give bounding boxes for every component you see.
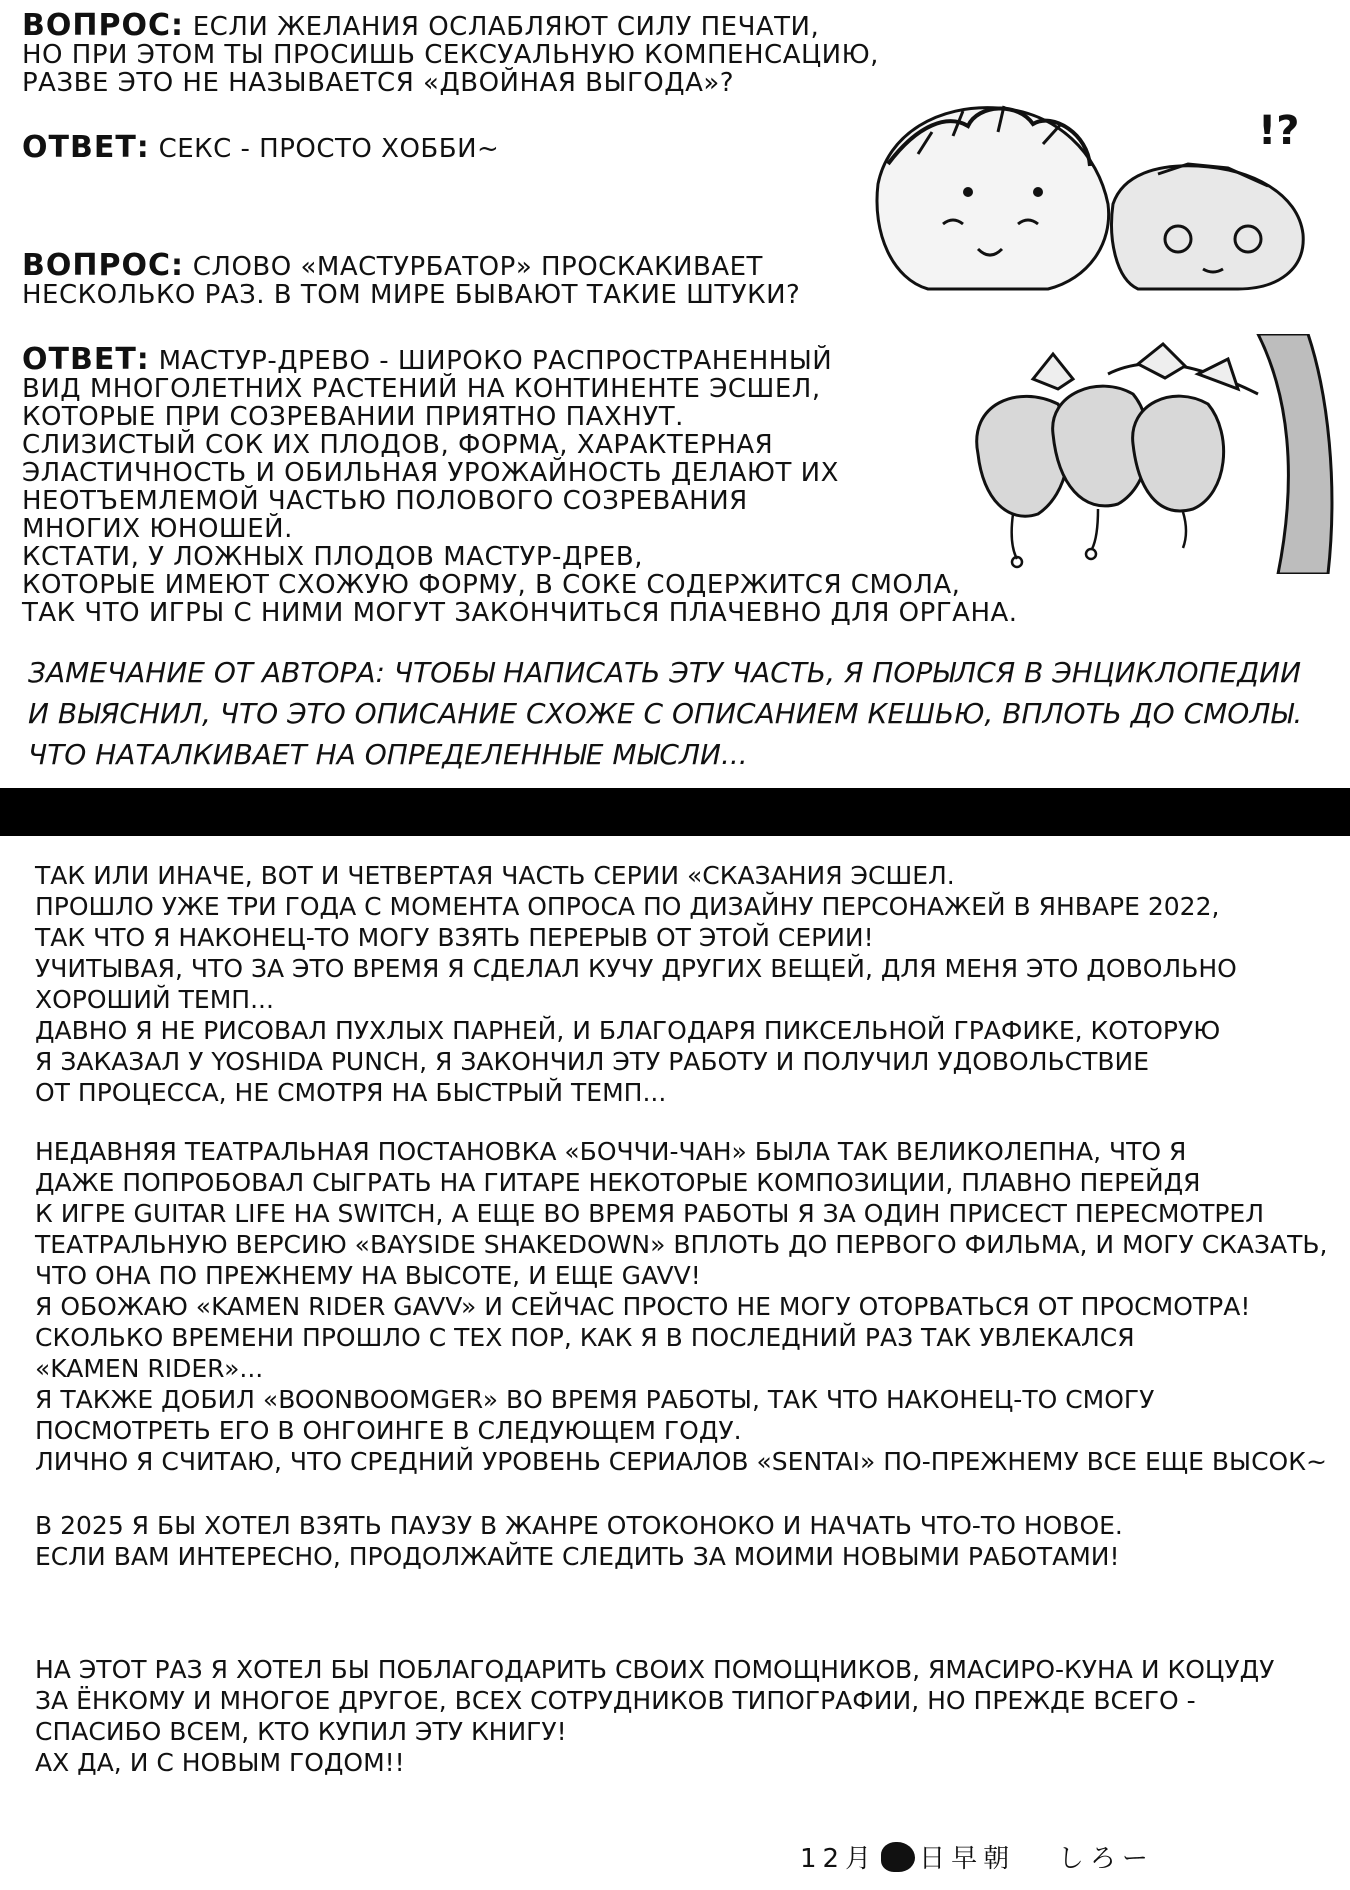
qa1-question — [22, 8, 882, 98]
signature-date-suffix: 日早朝 — [919, 1844, 1016, 1874]
signature — [800, 1838, 1260, 1875]
note-line: И ВЫЯСНИЛ, ЧТО ЭТО ОПИСАНИЕ СХОЖЕ С ОПИСАНИЕМ КЕШЬЮ, ВПЛОТЬ ДО СМОЛЫ. — [28, 697, 1303, 730]
answer-line: НЕОТЪЕМЛЕМОЙ ЧАСТЬЮ ПОЛОВОГО СОЗРЕВАНИЯ — [22, 486, 748, 516]
answer-line: МНОГИХ ЮНОШЕЙ. — [22, 514, 293, 544]
afterword-line: ДАЖЕ ПОПРОБОВАЛ СЫГРАТЬ НА ГИТАРЕ НЕКОТОРЫЕ КОМПОЗИЦИИ, ПЛАВНО ПЕРЕЙДЯ — [35, 1168, 1201, 1197]
ink-blot — [881, 1842, 915, 1872]
question-line: НО ПРИ ЭТОМ ТЫ ПРОСИШЬ СЕКСУАЛЬНУЮ КОМПЕНСАЦИЮ, — [22, 40, 879, 70]
signature-date-prefix: 12月 — [800, 1844, 878, 1874]
note-line: ЗАМЕЧАНИЕ ОТ АВТОРА: ЧТОБЫ НАПИСАТЬ ЭТУ ЧАСТЬ, Я ПОРЫЛСЯ В ЭНЦИКЛОПЕДИИ — [28, 656, 1302, 689]
colon: : — [170, 8, 184, 43]
question-tag: ВОПРОС — [22, 248, 171, 283]
exclaim-text: !? — [1258, 108, 1300, 154]
afterword-line: ЛИЧНО Я СЧИТАЮ, ЧТО СРЕДНИЙ УРОВЕНЬ СЕРИАЛОВ «SENTAI» ПО-ПРЕЖНЕМУ ВСЕ ЕЩЕ ВЫСОК~ — [35, 1447, 1327, 1476]
question-line: ЕСЛИ ЖЕЛАНИЯ ОСЛАБЛЯЮТ СИЛУ ПЕЧАТИ, — [192, 12, 820, 42]
question-line: РАЗВЕ ЭТО НЕ НАЗЫВАЕТСЯ «ДВОЙНАЯ ВЫГОДА»? — [22, 68, 735, 98]
question-line: НЕСКОЛЬКО РАЗ. В ТОМ МИРЕ БЫВАЮТ ТАКИЕ ШТУКИ? — [22, 280, 801, 310]
afterword-line: ОТ ПРОЦЕССА, НЕ СМОТРЯ НА БЫСТРЫЙ ТЕМП... — [35, 1078, 667, 1107]
qa2-answer — [22, 342, 1018, 628]
afterword-line: СПАСИБО ВСЕМ, КТО КУПИЛ ЭТУ КНИГУ! — [35, 1717, 567, 1746]
afterword-line: ДАВНО Я НЕ РИСОВАЛ ПУХЛЫХ ПАРНЕЙ, И БЛАГОДАРЯ ПИКСЕЛЬНОЙ ГРАФИКЕ, КОТОРУЮ — [35, 1016, 1221, 1045]
afterword-line: Я ТАКЖЕ ДОБИЛ «BOONBOOMGER» ВО ВРЕМЯ РАБОТЫ, ТАК ЧТО НАКОНЕЦ-ТО СМОГУ — [35, 1385, 1155, 1414]
afterword-line: ПРОШЛО УЖЕ ТРИ ГОДА С МОМЕНТА ОПРОСА ПО ДИЗАЙНУ ПЕРСОНАЖЕЙ В ЯНВАРЕ 2022, — [35, 892, 1220, 921]
afterword-line: ТАК ИЛИ ИНАЧЕ, ВОТ И ЧЕТВЕРТАЯ ЧАСТЬ СЕРИИ «СКАЗАНИЯ ЭСШЕЛ. — [35, 861, 955, 890]
afterword-line: ЗА ЁНКОМУ И МНОГОЕ ДРУГОЕ, ВСЕХ СОТРУДНИКОВ ТИПОГРАФИИ, НО ПРЕЖДЕ ВСЕГО - — [35, 1686, 1196, 1715]
afterword-line: «KAMEN RIDER»... — [35, 1354, 264, 1383]
answer-line: КОТОРЫЕ ИМЕЮТ СХОЖУЮ ФОРМУ, В СОКЕ СОДЕРЖИТСЯ СМОЛА, — [22, 570, 961, 600]
chibi-characters-illustration — [858, 74, 1328, 344]
afterword-line: ЕСЛИ ВАМ ИНТЕРЕСНО, ПРОДОЛЖАЙТЕ СЛЕДИТЬ ЗА МОИМИ НОВЫМИ РАБОТАМИ! — [35, 1542, 1120, 1571]
afterword-line: ЧТО ОНА ПО ПРЕЖНЕМУ НА ВЫСОТЕ, И ЕЩЕ GAVV! — [35, 1261, 701, 1290]
afterword-line: СКОЛЬКО ВРЕМЕНИ ПРОШЛО С ТЕХ ПОР, КАК Я В ПОСЛЕДНИЙ РАЗ ТАК УВЛЕКАЛСЯ — [35, 1323, 1135, 1352]
qa2-question — [22, 248, 882, 310]
colon: : — [170, 248, 184, 283]
afterword-paragraph-4 — [35, 1654, 1335, 1778]
afterword-line: ХОРОШИЙ ТЕМП... — [35, 985, 274, 1014]
colon: : — [136, 130, 150, 165]
colon: : — [136, 342, 150, 377]
afterword-paragraph-3 — [35, 1510, 1335, 1572]
note-line: ЧТО НАТАЛКИВАЕТ НА ОПРЕДЕЛЕННЫЕ МЫСЛИ... — [28, 738, 748, 771]
answer-text: СЕКС - ПРОСТО ХОББИ~ — [158, 134, 500, 164]
answer-line: ЭЛАСТИЧНОСТЬ И ОБИЛЬНАЯ УРОЖАЙНОСТЬ ДЕЛАЮТ ИХ — [22, 458, 839, 488]
answer-line: КОТОРЫЕ ПРИ СОЗРЕВАНИИ ПРИЯТНО ПАХНУТ. — [22, 402, 684, 432]
afterword-line: ПОСМОТРЕТЬ ЕГО В ОНГОИНГЕ В СЛЕДУЮЩЕМ ГОДУ. — [35, 1416, 742, 1445]
answer-line: МАСТУР-ДРЕВО - ШИРОКО РАСПРОСТРАНЕННЫЙ — [158, 346, 833, 376]
afterword-line: В 2025 Я БЫ ХОТЕЛ ВЗЯТЬ ПАУЗУ В ЖАНРЕ ОТОКОНОКО И НАЧАТЬ ЧТО-ТО НОВОЕ. — [35, 1511, 1123, 1540]
fruit-illustration — [958, 334, 1338, 574]
afterword-paragraph-2 — [35, 1136, 1335, 1477]
answer-tag: ОТВЕТ — [22, 342, 137, 377]
author-note — [28, 652, 1328, 775]
qa1-answer — [22, 130, 500, 165]
section-divider — [0, 788, 1350, 836]
answer-tag: ОТВЕТ — [22, 130, 137, 165]
afterword-line: Я ЗАКАЗАЛ У YOSHIDA PUNCH, Я ЗАКОНЧИЛ ЭТУ РАБОТУ И ПОЛУЧИЛ УДОВОЛЬСТВИЕ — [35, 1047, 1150, 1076]
signature-author: しろー — [1057, 1844, 1154, 1874]
answer-line: ТАК ЧТО ИГРЫ С НИМИ МОГУТ ЗАКОНЧИТЬСЯ ПЛАЧЕВНО ДЛЯ ОРГАНА. — [22, 598, 1018, 628]
afterword-paragraph-1 — [35, 860, 1335, 1108]
afterword-line: К ИГРЕ GUITAR LIFE НА SWITCH, А ЕЩЕ ВО ВРЕМЯ РАБОТЫ Я ЗА ОДИН ПРИСЕСТ ПЕРЕСМОТРЕЛ — [35, 1199, 1265, 1228]
afterword-line: АХ ДА, И С НОВЫМ ГОДОМ!! — [35, 1748, 405, 1777]
afterword-line: УЧИТЫВАЯ, ЧТО ЗА ЭТО ВРЕМЯ Я СДЕЛАЛ КУЧУ ДРУГИХ ВЕЩЕЙ, ДЛЯ МЕНЯ ЭТО ДОВОЛЬНО — [35, 954, 1237, 983]
answer-line: КСТАТИ, У ЛОЖНЫХ ПЛОДОВ МАСТУР-ДРЕВ, — [22, 542, 643, 572]
afterword-line: НЕДАВНЯЯ ТЕАТРАЛЬНАЯ ПОСТАНОВКА «БОЧЧИ-ЧАН» БЫЛА ТАК ВЕЛИКОЛЕПНА, ЧТО Я — [35, 1137, 1187, 1166]
question-tag: ВОПРОС — [22, 8, 171, 43]
question-line: СЛОВО «МАСТУРБАТОР» ПРОСКАКИВАЕТ — [192, 252, 763, 282]
answer-line: СЛИЗИСТЫЙ СОК ИХ ПЛОДОВ, ФОРМА, ХАРАКТЕРНАЯ — [22, 430, 774, 460]
answer-line: ВИД МНОГОЛЕТНИХ РАСТЕНИЙ НА КОНТИНЕНТЕ ЭСШЕЛ, — [22, 374, 821, 404]
afterword-line: ТАК ЧТО Я НАКОНЕЦ-ТО МОГУ ВЗЯТЬ ПЕРЕРЫВ ОТ ЭТОЙ СЕРИИ! — [35, 923, 874, 952]
afterword-line: НА ЭТОТ РАЗ Я ХОТЕЛ БЫ ПОБЛАГОДАРИТЬ СВОИХ ПОМОЩНИКОВ, ЯМАСИРО-КУНА И КОЦУДУ — [35, 1655, 1275, 1684]
afterword-line: Я ОБОЖАЮ «KAMEN RIDER GAVV» И СЕЙЧАС ПРОСТО НЕ МОГУ ОТОРВАТЬСЯ ОТ ПРОСМОТРА! — [35, 1292, 1251, 1321]
afterword-line: ТЕАТРАЛЬНУЮ ВЕРСИЮ «BAYSIDE SHAKEDOWN» ВПЛОТЬ ДО ПЕРВОГО ФИЛЬМА, И МОГУ СКАЗАТЬ, — [35, 1230, 1328, 1259]
